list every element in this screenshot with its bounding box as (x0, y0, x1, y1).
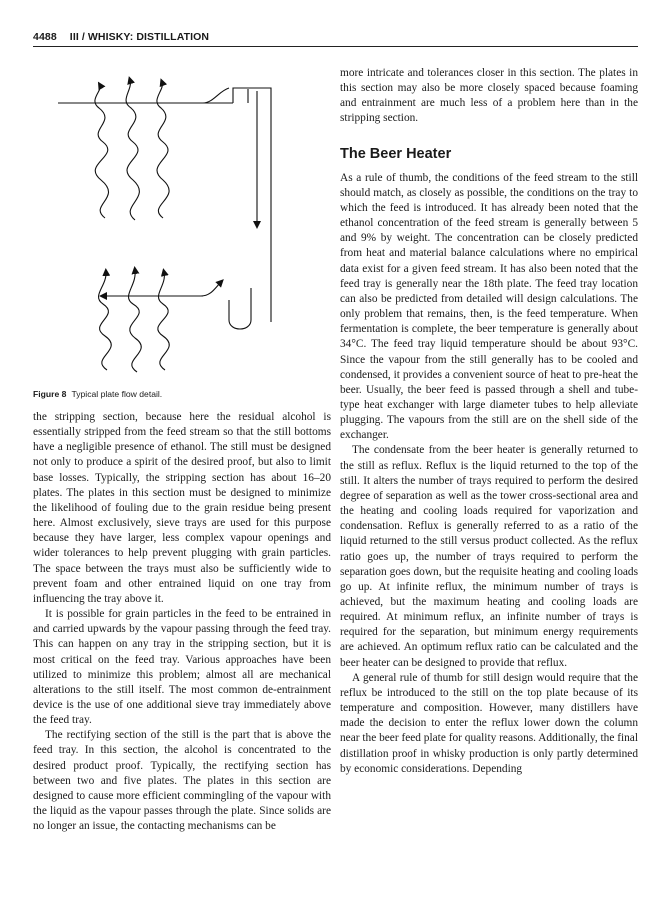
paragraph: It is possible for grain particles in the feed to be entrained in and carried upwards by the vapour passing through the feed tray. This can happen on any tray in the stripping section, but it is most critical on the feed tray. Various approaches have been utilized to minimize this problem; almost all are mechanical alterations to the still itself. The most common de-entrainment device is the use of one additional sieve tray immediately above the feed tray. (33, 608, 331, 727)
vapour-wave (99, 272, 112, 370)
running-title: III / WHISKY: DISTILLATION (69, 31, 210, 43)
vapour-wave (157, 82, 169, 218)
running-header (33, 31, 209, 43)
header-rule (33, 46, 638, 47)
plate-flow-diagram (33, 60, 333, 380)
upper-liquid-surface (203, 88, 229, 103)
vapour-wave (95, 85, 109, 218)
figure-caption (33, 389, 162, 399)
left-column (33, 410, 331, 834)
vapour-wave (158, 272, 169, 370)
downcomer-outlet (229, 288, 251, 329)
figure-caption-text: Typical plate flow detail. (71, 389, 163, 399)
figure-label: Figure 8 (33, 389, 67, 399)
section-heading: The Beer Heater (340, 145, 452, 162)
paragraph: The condensate from the beer heater is generally returned to the still as reflux. Reflux is the liquid returned to the top of the still. It alters the number of trays required to perform the desired degree of separation as well as the tower cross-sectional area and the heating and cooling loads required for vaporization and condensation. Reflux is generally referred to as a ratio of the liquid returned to the still versus product collected. As the reflux ratio goes up, the number of trays required to perform the separation goes down, but the requisite heating and cooling loads go up. At infinite reflux, the minimum number of trays is achieved, but the maximum heating and cooling loads are required. At minimum reflux, an infinite number of trays is required for the separation, but minimum energy requirements are achieved. An optimum reflux ratio can be calculated and the beer heater can be designed to provide that reflux. (340, 444, 638, 669)
paragraph: the stripping section, because here the residual alcohol is essentially stripped from the feed stream so that the still bottoms have a negligible presence of ethanol. The still must be designed not only to produce a spirit of the desired proof, but also to limit base losses. Typically, the stripping section has about 16–20 plates. The plates in this section must be designed to minimize the likelihood of fouling due to the grain residue being present here. Almost exclusively, sieve trays are used for this purpose because they have larger, less complex vapour openings and wider tolerances to help prevent plugging with grain particles. The space between the trays must also be sufficiently wide to prevent foam and other entrained liquid on one tray from influencing the tray above it. (33, 411, 331, 605)
page-number: 4488 (33, 31, 57, 43)
vapour-wave (128, 270, 141, 372)
vapour-wave (126, 80, 139, 220)
paragraph: more intricate and tolerances closer in this section. The plates in this section may also be more closely spaced because foaming and entrainment are much less of a problem here than in the stripping section. (340, 67, 638, 125)
paragraph: A general rule of thumb for still design would require that the reflux be introduced to the still on the top plate because of its temperature and composition. However, many distillers have made the decision to enter the reflux lower down the column near the beer feed plate for quality reasons. Additionally, the final distillation proof in whisky production is only partly determined by economic considerations. Depending (340, 671, 638, 775)
paragraph: As a rule of thumb, the conditions of the feed stream to the still should match, as closely as possible, the conditions on the tray to which the feed is introduced. It has already been noted that the ethanol concentration of the feed stream is generally between 5 and 9% by weight. The concentration can be closely predicted from heat and material balance calculations where no empirical data exist for a given feed stream. It has also been noted that the feed tray is generally near the 18th plate. The feed tray location can also be predicted from detailed will design calculations. The only problem that remains, then, is the feed temperature. When fermentation is complete, the beer temperature is generally about 34°C. The feed tray liquid temperature should be about 93°C. Since the vapour from the still generally has to be cooled and condensed, it provides a convenient source of heat to pre-heat the beer. Usually, the beer feed is passed through a shell and tube-type heat exchanger with large diameter tubes to help alleviate plugging. The vapours from the still are on the shell side of the exchanger. (340, 171, 638, 442)
right-column (340, 66, 638, 777)
figure-plate-flow (33, 60, 333, 380)
lower-liquid-surface (201, 282, 221, 296)
upper-downcomer-wall (233, 88, 271, 322)
paragraph: The rectifying section of the still is the part that is above the feed tray. In this section, the alcohol is concentrated to the desired product proof. Typically, the rectifying section has between two and five plates. The plates in this section are designed to cause more efficient commingling of the vapour with the liquid as the vapour passes through the plate. Since solids are no longer an issue, the contacting mechanisms can be (33, 729, 331, 833)
